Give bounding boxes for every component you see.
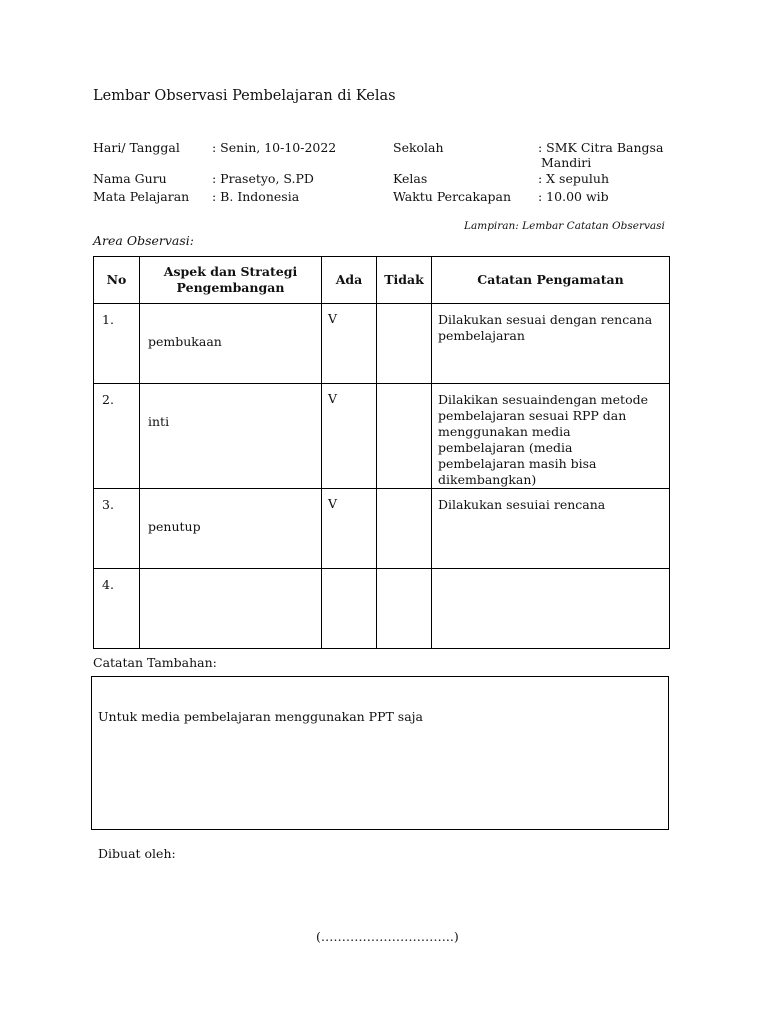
table-header-row xyxy=(94,257,670,304)
row-aspek: penutup xyxy=(140,489,322,569)
header-tidak: Tidak xyxy=(377,257,432,304)
hari-label: Hari/ Tanggal xyxy=(93,140,180,155)
row-no: 4. xyxy=(94,569,140,649)
row-catatan xyxy=(432,569,670,649)
row-aspek: inti xyxy=(140,384,322,489)
guru-value: : Prasetyo, S.PD xyxy=(212,171,314,186)
row-ada: V xyxy=(322,489,377,569)
waktu-value: : 10.00 wib xyxy=(538,189,609,204)
header-aspek-line2: Pengembangan xyxy=(176,280,285,295)
kelas-label: Kelas xyxy=(393,171,428,186)
area-label: Area Observasi: xyxy=(93,233,195,248)
catatan-tambahan-box xyxy=(91,676,669,830)
row-tidak xyxy=(377,304,432,384)
hari-value: : Senin, 10-10-2022 xyxy=(212,140,337,155)
row-ada: V xyxy=(322,384,377,489)
row-catatan: Dilakikan sesuaindengan metode pembelajaran sesuai RPP dan menggunakan media pembelajaran (media pembelajaran masih bisa dikembangkan) xyxy=(432,384,670,489)
row-aspek xyxy=(140,569,322,649)
table-row xyxy=(94,569,670,649)
document-title: Lembar Observasi Pembelajaran di Kelas xyxy=(93,88,396,104)
kelas-value: : X sepuluh xyxy=(538,171,610,186)
observation-table xyxy=(93,256,670,649)
row-tidak xyxy=(377,384,432,489)
row-no: 2. xyxy=(94,384,140,489)
lampiran-note: Lampiran: Lembar Catatan Observasi xyxy=(464,220,665,232)
sekolah-label: Sekolah xyxy=(393,140,444,155)
row-tidak xyxy=(377,569,432,649)
row-catatan: Dilakukan sesuiai rencana xyxy=(432,489,670,569)
row-catatan: Dilakukan sesuai dengan rencana pembelajaran xyxy=(432,304,670,384)
row-ada xyxy=(322,569,377,649)
sekolah-value-line2: Mandiri xyxy=(541,155,592,170)
table-row xyxy=(94,384,670,489)
row-ada: V xyxy=(322,304,377,384)
header-aspek-line1: Aspek dan Strategi xyxy=(163,264,298,279)
catatan-tambahan-label: Catatan Tambahan: xyxy=(93,655,217,670)
sekolah-value-line1: : SMK Citra Bangsa xyxy=(538,140,664,155)
waktu-label: Waktu Percakapan xyxy=(393,189,512,204)
table-row xyxy=(94,304,670,384)
catatan-tambahan-text: Untuk media pembelajaran menggunakan PPT saja xyxy=(98,709,423,724)
row-tidak xyxy=(377,489,432,569)
row-aspek: pembukaan xyxy=(140,304,322,384)
table-row xyxy=(94,489,670,569)
row-no: 3. xyxy=(94,489,140,569)
guru-label: Nama Guru xyxy=(93,171,167,186)
header-catatan: Catatan Pengamatan xyxy=(432,257,670,304)
header-ada: Ada xyxy=(322,257,377,304)
mapel-label: Mata Pelajaran xyxy=(93,189,190,204)
signature-line: (…………………………..) xyxy=(316,929,459,944)
header-aspek xyxy=(140,257,322,304)
dibuat-oleh-label: Dibuat oleh: xyxy=(98,846,176,861)
row-no: 1. xyxy=(94,304,140,384)
header-no: No xyxy=(94,257,140,304)
mapel-value: : B. Indonesia xyxy=(212,189,300,204)
